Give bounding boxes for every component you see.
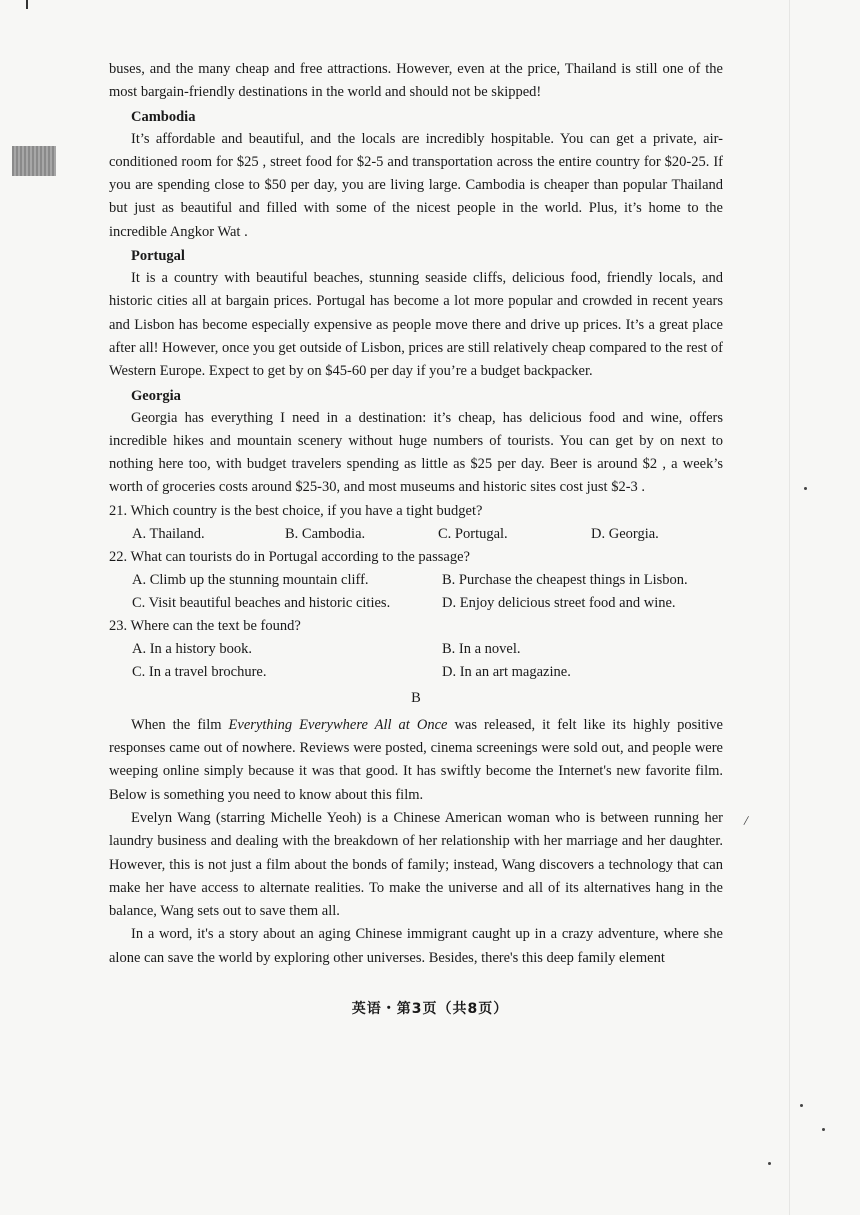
- option-c: C. In a travel brochure.: [132, 663, 267, 680]
- option-a: A. Climb up the stunning mountain cliff.: [132, 571, 369, 588]
- page-footer: 英语・第3页（共8页）: [351, 1001, 509, 1017]
- section-portugal: [109, 246, 723, 383]
- speck: [800, 1104, 803, 1107]
- passage-b-text: was released, it felt like its highly positive responses came out of nowhere. Reviews were posted, cinema screenings were sold out, and people were weeping online simply because it was that good. It has swiftly become the Internet's new favorite film. Below is something you need to know about this film.: [109, 716, 723, 803]
- option-d: D. Enjoy delicious street food and wine.: [442, 594, 676, 611]
- option-d: D. Georgia.: [591, 525, 659, 542]
- question-options: [132, 638, 723, 661]
- passage-b-label: B: [411, 689, 421, 706]
- question-23: [109, 615, 723, 684]
- option-d: D. In an art magazine.: [442, 663, 571, 680]
- question-options: [132, 523, 723, 546]
- scan-tick-mark: [26, 0, 28, 9]
- film-title: Everything Everywhere All at Once: [228, 716, 448, 733]
- speck: [768, 1162, 771, 1165]
- passage-a-tail: buses, and the many cheap and free attractions. However, even at the price, Thailand is still one of the most bargain-friendly destinations in the world and should not be skipped!: [109, 61, 723, 101]
- passage-b-paragraph-2: Evelyn Wang (starring Michelle Yeoh) is a Chinese American woman who is between running her laundry business and dealing with the breakdown of her relationship with her marriage and her daughter. However, this is not just a film about the bonds of family; instead, Wang discovers a technology that can make her have access to alternate realities. To make the universe and all of its alternatives hang in the balance, Wang sets out to save them all.: [109, 809, 723, 920]
- question-22: [109, 546, 723, 615]
- option-a: A. Thailand.: [132, 525, 205, 542]
- page-edge-line: [789, 0, 790, 1215]
- question-stem: 23. Where can the text be found?: [109, 617, 301, 634]
- question-options: [132, 569, 723, 592]
- page-content: [109, 58, 723, 970]
- question-21: [109, 500, 723, 546]
- section-text: It’s affordable and beautiful, and the locals are incredibly hospitable. You can get a private, air-conditioned room for $25 , street food for $2-5 and transportation across the entire country for $20-25. If you are spending close to $50 per day, you are living large. Cambodia is cheaper than popular Thailand but just as beautiful and filled with some of the nicest people in the world. Plus, it’s home to the incredible Angkor Wat .: [109, 130, 723, 240]
- question-stem: 21. Which country is the best choice, if you have a tight budget?: [109, 502, 483, 519]
- option-b: B. Cambodia.: [285, 525, 366, 542]
- section-heading: Portugal: [131, 248, 185, 265]
- option-c: C. Portugal.: [438, 525, 508, 542]
- option-b: B. Purchase the cheapest things in Lisbon.: [442, 571, 688, 588]
- question-stem: 22. What can tourists do in Portugal according to the passage?: [109, 548, 470, 565]
- section-heading: Cambodia: [131, 108, 196, 125]
- speck: [822, 1128, 825, 1131]
- section-text: Georgia has everything I need in a destination: it’s cheap, has delicious food and wine, offers incredible hikes and mountain scenery without huge numbers of tourists. You can get by on next to nothing here too, with budget travelers spending as little as $25 per day. Beer is around $2 , a week’s worth of groceries costs around $25-30, and most museums and historic sites cost just $2-3 .: [109, 409, 723, 496]
- scan-artifact: [12, 146, 56, 176]
- section-georgia: [109, 386, 723, 500]
- question-options: [132, 592, 723, 615]
- speck: [804, 487, 807, 490]
- option-c: C. Visit beautiful beaches and historic cities.: [132, 594, 391, 611]
- section-cambodia: [109, 107, 723, 244]
- option-b: B. In a novel.: [442, 640, 521, 657]
- pen-mark: /: [742, 813, 750, 830]
- passage-b-paragraph-1: [109, 714, 723, 807]
- option-a: A. In a history book.: [132, 640, 253, 657]
- section-heading: Georgia: [131, 387, 181, 404]
- passage-b-text: When the film: [131, 716, 229, 733]
- passage-b-paragraph-3: In a word, it's a story about an aging Chinese immigrant caught up in a crazy adventure, where she alone can save the world by exploring other universes. Besides, there's this deep family element: [109, 926, 723, 966]
- question-options: [132, 661, 723, 684]
- section-text: It is a country with beautiful beaches, stunning seaside cliffs, delicious food, friendly locals, and historic cities all at bargain prices. Portugal has become a lot more popular and crowded in recent years and Lisbon has become especially expensive as people move there and drive up prices. It’s a great place after all! However, once you get outside of Lisbon, prices are still relatively cheap compared to the rest of Western Europe. Expect to get by on $45-60 per day if you’re a budget backpacker.: [109, 270, 723, 380]
